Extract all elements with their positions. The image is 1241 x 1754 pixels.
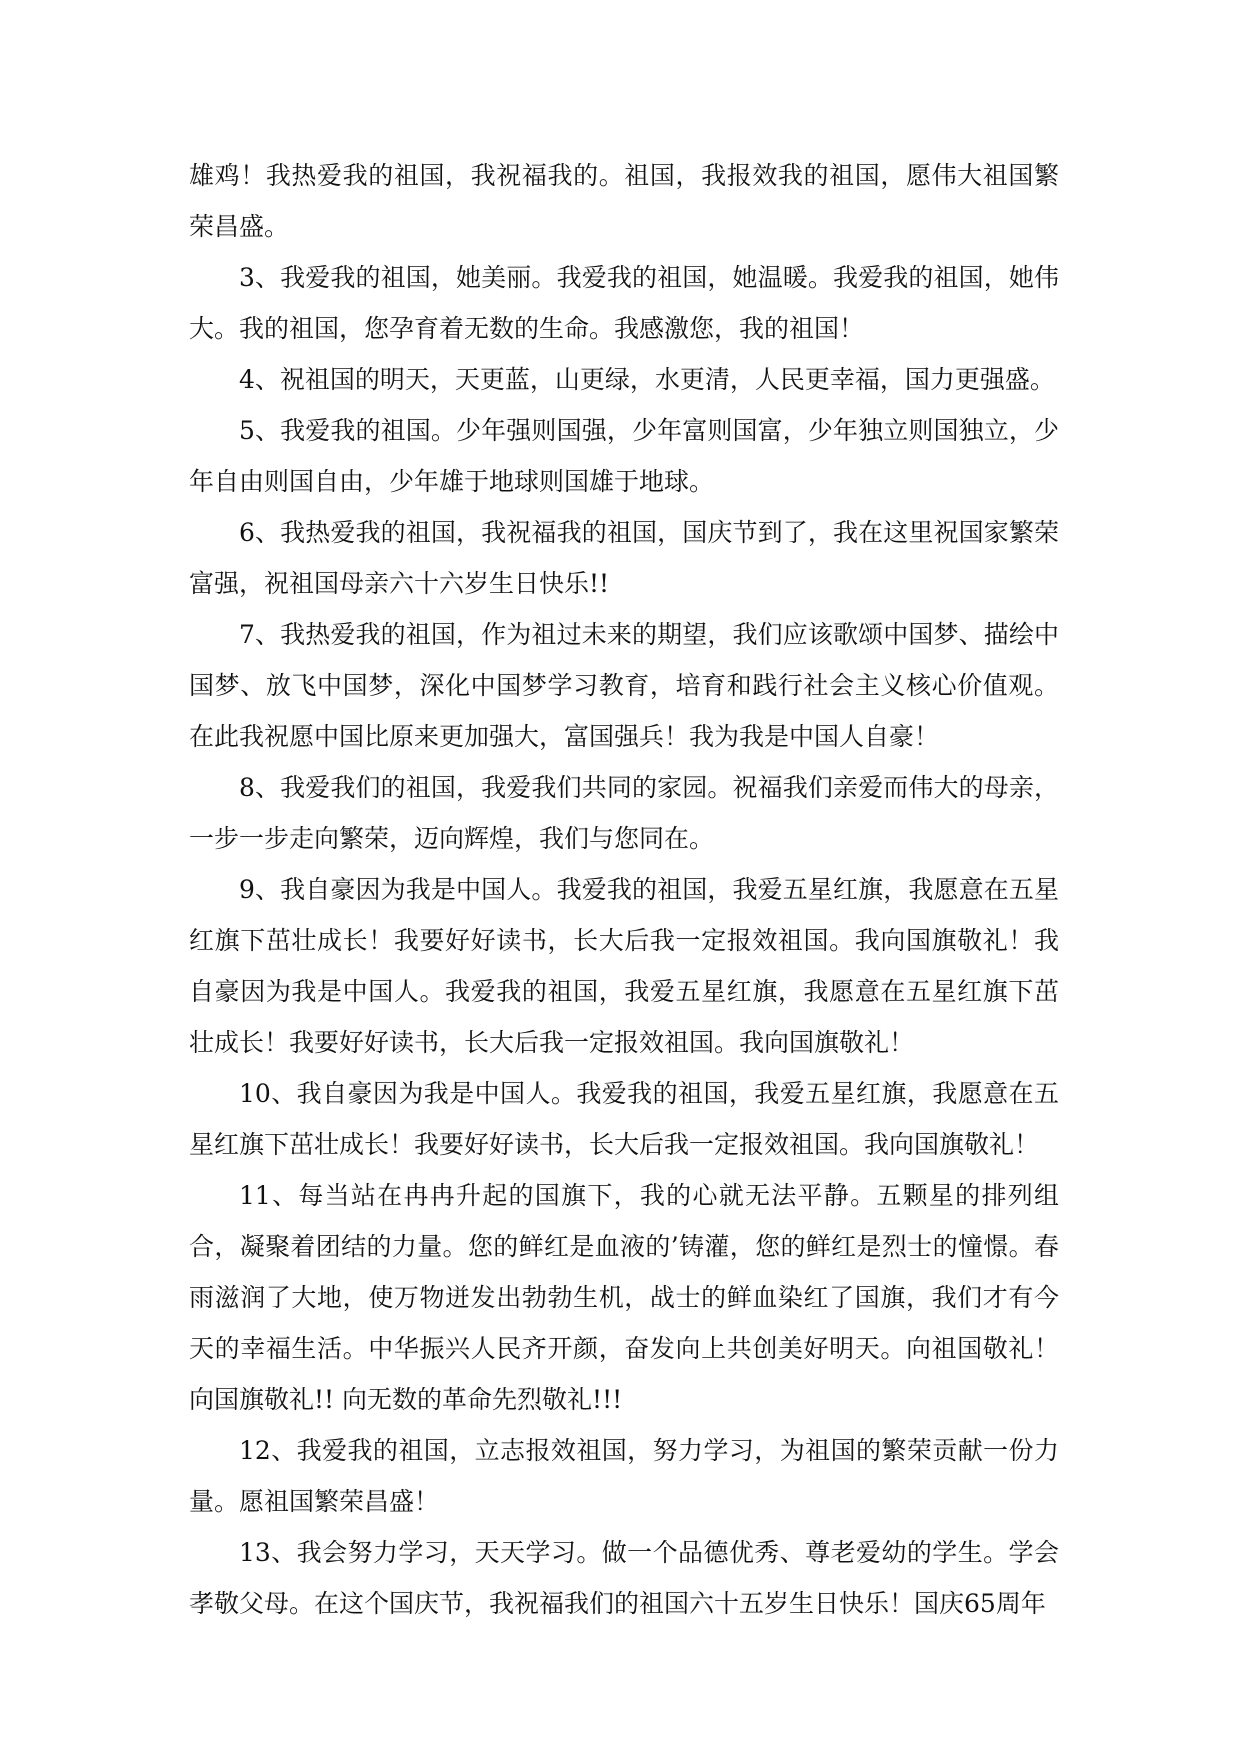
- paragraph: 12、我爱我的祖国，立志报效祖国，努力学习，为祖国的繁荣贡献一份力量。愿祖国繁荣昌盛！: [189, 1436, 1059, 1516]
- paragraph: 5、我爱我的祖国。少年强则国强，少年富则国富，少年独立则国独立，少年自由则国自由，少年雄于地球则国雄于地球。: [189, 416, 1059, 496]
- document-body: [189, 150, 1059, 1629]
- paragraph: 7、我热爱我的祖国，作为祖过未来的期望，我们应该歌颂中国梦、描绘中国梦、放飞中国梦，深化中国梦学习教育，培育和践行社会主义核心价值观。在此我祝愿中国比原来更加强大，富国强兵！我为我是中国人自豪！: [189, 620, 1059, 751]
- paragraph: 4、祝祖国的明天，天更蓝，山更绿，水更清，人民更幸福，国力更强盛。: [239, 365, 1055, 394]
- paragraph: 10、我自豪因为我是中国人。我爱我的祖国，我爱五星红旗，我愿意在五星红旗下茁壮成长！我要好好读书，长大后我一定报效祖国。我向国旗敬礼！: [189, 1079, 1059, 1159]
- paragraph: 11、每当站在冉冉升起的国旗下，我的心就无法平静。五颗星的排列组合，凝聚着团结的力量。您的鲜红是血液的’铸灌，您的鲜红是烈士的憧憬。春雨滋润了大地，使万物迸发出勃勃生机，战士的鲜血染红了国旗，我们才有今天的幸福生活。中华振兴人民齐开颜，奋发向上共创美好明天。向祖国敬礼！向国旗敬礼!! 向无数的革命先烈敬礼!!!: [189, 1181, 1059, 1414]
- paragraph: 雄鸡！我热爱我的祖国，我祝福我的。祖国，我报效我的祖国，愿伟大祖国繁荣昌盛。: [189, 161, 1059, 241]
- paragraph: 6、我热爱我的祖国，我祝福我的祖国，国庆节到了，我在这里祝国家繁荣富强，祝祖国母亲六十六岁生日快乐!!: [189, 518, 1059, 598]
- paragraph: 9、我自豪因为我是中国人。我爱我的祖国，我爱五星红旗，我愿意在五星红旗下茁壮成长！我要好好读书，长大后我一定报效祖国。我向国旗敬礼！我自豪因为我是中国人。我爱我的祖国，我爱五星红旗，我愿意在五星红旗下茁壮成长！我要好好读书，长大后我一定报效祖国。我向国旗敬礼！: [189, 875, 1059, 1057]
- paragraph: 3、我爱我的祖国，她美丽。我爱我的祖国，她温暖。我爱我的祖国，她伟大。我的祖国，您孕育着无数的生命。我感激您，我的祖国！: [189, 263, 1059, 343]
- paragraph: 13、我会努力学习，天天学习。做一个品德优秀、尊老爱幼的学生。学会孝敬父母。在这个国庆节，我祝福我们的祖国六十五岁生日快乐！国庆65周年: [189, 1538, 1059, 1618]
- paragraph: 8、我爱我们的祖国，我爱我们共同的家园。祝福我们亲爱而伟大的母亲，一步一步走向繁荣，迈向辉煌，我们与您同在。: [189, 773, 1059, 853]
